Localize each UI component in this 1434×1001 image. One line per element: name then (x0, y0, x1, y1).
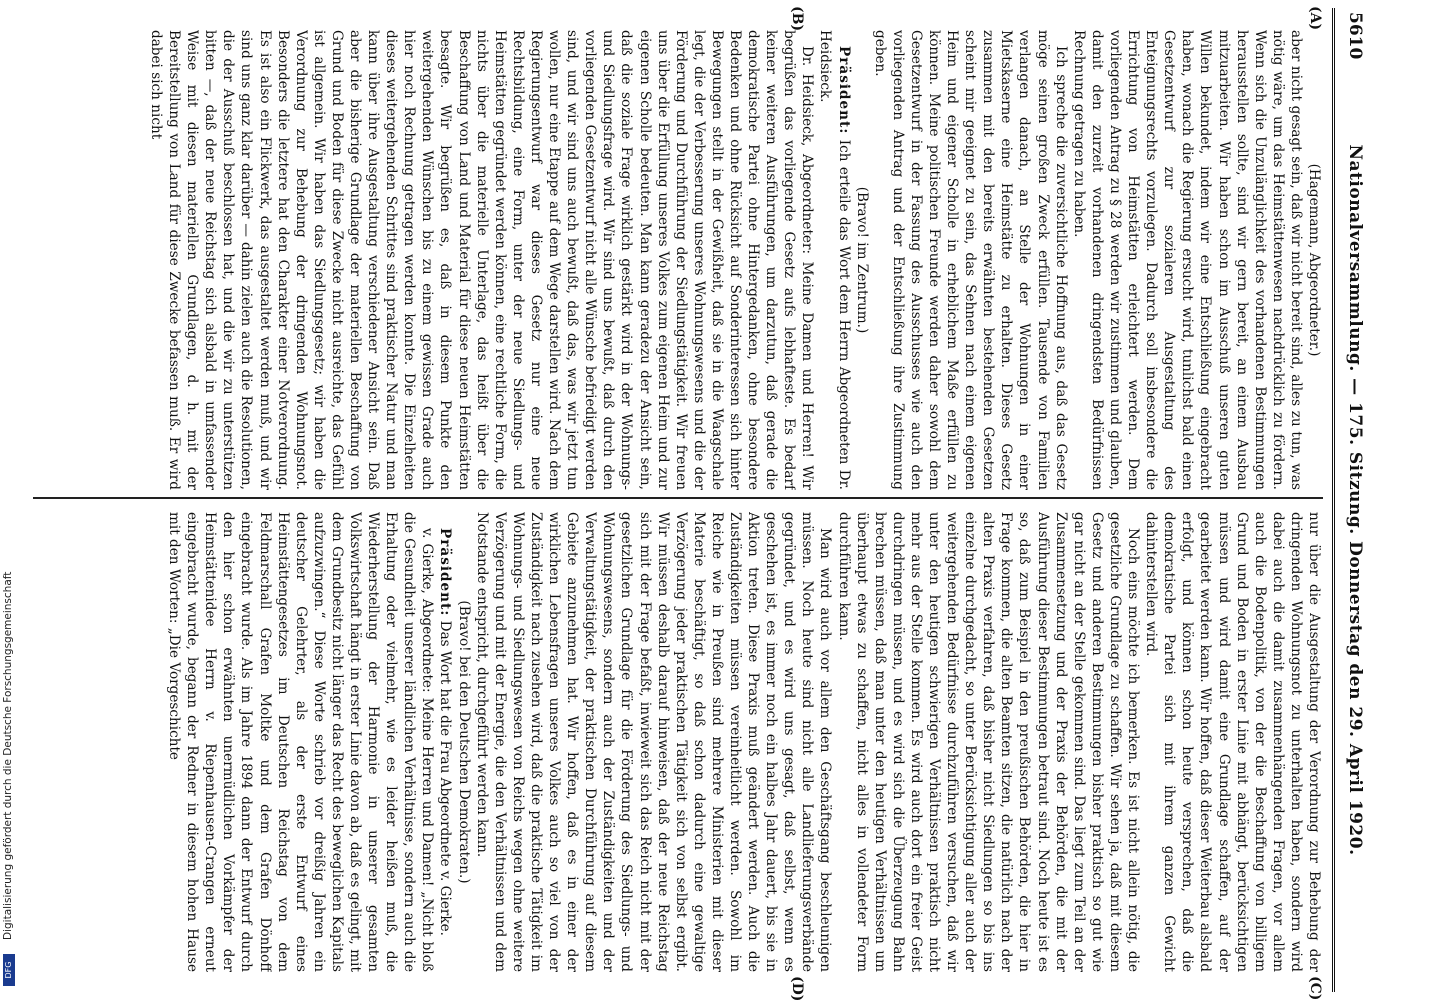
left-column (33, 30, 1323, 490)
paragraph: v. Gierke, Abgeordnete: Meine Herren und Damen! „Nicht bloß die Gesundheit unserer ländlichen Verhältnisse, sondern auch die Erhaltung oder vielmehr, wie es leider heißen muß, die Wiederherstellung der Harmonie in unserer gesamten Volkswirtschaft hängt in erster Linie davon ab, daß es gelingt, mit dem Grundbesitz nicht länger das Recht des beweglichen Kapitals aufzuzwingen.“ Diese Worte schrieb vor dreißig Jahren ein deutscher Gelehrter, als der erste Entwurf eines Heimstättengesetzes im Deutschen Reichstag von dem Feldmarschall Grafen Moltke und dem Grafen Dönhoff eingebracht wurde. Als im Jahre 1894 dann der Entwurf durch den hier schon erwähnten unermüdlichen Vorkämpfer der Heimstättenidee Herrn v. Riepenhausen-Crangen erneut eingebracht wurde, begann der Redner in diesem hohen Hause mit den Worten: „Die Vorgeschichte (166, 512, 436, 972)
speaker-label: Präsident: (437, 528, 454, 617)
column-divider (33, 497, 1323, 499)
right-column (33, 512, 1323, 972)
paragraph: Man wird auch vor allem den Geschäftsgang beschleunigen müssen. Noch heute sind nicht alle Landlieferungsverbände gegründet, und es wird uns gesagt, daß selbst, wenn es geschehen ist, es immer noch ein halbes Jahr dauert, bis sie in Aktion treten. Diese Praxis muß geändert werden. Auch die Zuständigkeiten müssen vereinheitlicht werden. Sowohl im Reiche wie in Preußen sind mehrere Ministerien mit dieser Materie beschäftigt, so daß schon dadurch eine gewaltige Verzögerung jeder praktischen Tätigkeit sich von selbst ergibt. Wir müssen deshalb darauf hinweisen, daß der neue Reichstag sich mit der Frage befaßt, inwieweit sich das Reich nicht mit der gesetzlichen Grundlage für die Förderung des Siedlungs- und Wohnungswesens, sondern auch der Zuständigkeiten und der Verwaltungstätigkeit, der praktischen Durchführung auf diesem Gebiete anzunehmen hat. Wir hoffen, daß es in einer der wirklichen Lebensfragen unseres Volkes auch so viel von der Zuständigkeit nach zusehen wird, daß die praktische Tätigkeit im Wohnungs- und Siedlungswesen von Reichs wegen ohne weitere Verzögerung und mit der Energie, die den Verhältnissen und dem Notstande entspricht, durchgeführt werden kann. (473, 512, 834, 972)
margin-mark-d: (D) (789, 976, 805, 1001)
dfg-logo-icon: DFG (3, 954, 15, 986)
paragraph: Dr. Heidsieck, Abgeordneter: Meine Damen und Herren! Wir begrüßen das vorliegende Gesetz aufs lebhafteste. Es bedarf keiner weiteren Ausführungen, um darzutun, daß gerade die demokratische Partei ohne Hintergedanken, ohne besondere Bedenken und ohne Rücksicht auf Sonderinteressen sich hinter Bewegungen stellt in der Gewißheit, daß sie in die Waagschale legt, die der Verbesserung unseres Wohnungswesens und die der Förderung und Durchführung der Siedlungstätigkeit. Wir freuen uns über die Erfüllung unseres Volkes zum eigenen Heim und zur eigenen Scholle bedeuten. Man kann geradezu der Ansicht sein, daß die soziale Frage wirklich gestärkt wird in der Wohnungs- und Siedlungsfrage wird. Wir sind uns bewußt, daß durch den vorliegenden Gesetzentwurf nicht alle Wünsche befriedigt werden sind, und wir sind uns auch bewußt, daß das, was wir jetzt tun wollen, nur eine Etappe auf dem Wege darstellen wird. Nach dem Regierungsentwurf war dieses Gesetz nur eine neue Rechtsbildung, eine Form, unter der neue Siedlungs- und Heimstätten gegründet werden können, eine rechtliche Form, die nichts über die materielle Unterlage, das heißt über die Beschaffung von Land und Material für diese neuen Heimstätten besagte. Wir begrüßen es, daß in diesem Punkte den weitergehenden Wünschen bis zu einem gewissen Grade auch hier noch Rechnung getragen werden konnte. Die Einzelheiten dieses weitergehenden Schrittes sind praktischer Natur und man kann über ihre Ausgestaltung verschiedener Ansicht sein. Daß aber die bisherige Grundlage der materiellen Beschaffung von Grund und Boden für diese Zwecke nicht ausreichte, das Gefühl ist allgemein. Wir haben das Siedlungsgesetz; wir haben die Verordnung zur Behebung der dringenden Wohnungsnot. Besonders die letztere hat den Charakter einer Notverordnung. Es ist also ein Flickwerk, das ausgestaltet werden muß, und wir sind uns ganz klar darüber — dahin zielen auch die Resolutionen, die der Ausschuß beschlossen hat, und die wir zu unterstützen bitten —, daß der neue Reichstag sich alsbald in umfassender Weise mit diesen materiellen Grundlagen, d. h. mit der Bereitstellung von Land für diese Zwecke befassen muß. Er wird dabei sich nicht (148, 30, 816, 490)
margin-mark-c: (C) (1307, 976, 1323, 1001)
page-header (1332, 8, 1369, 992)
margin-mark-b: (B) (789, 6, 805, 32)
paragraph: Noch eins möchte ich bemerken. Es ist nicht allein nötig, die gesetzliche Grundlage zu schaffen. Wir sehen ja, daß mit diesem Gesetz und anderen Bestimmungen bisher praktisch so gut wie gar nicht an der Stelle gekommen sind. Das liegt zum Teil an der Zusammensetzung und der Praxis der Behörden, die mit der Ausführung dieser Bestimmungen betraut sind. Noch heute ist es so, daß zum Beispiel in den preußischen Behörden, die hier in Frage kommen, die alten Beamten sitzen, die natürlich nach der alten Praxis verfahren, daß bisher nicht Siedlungen so bis ins einzelne durchgedacht, so unter Berücksichtigung aller auch der weitergehenden Bedürfnisse durchzuführen versuchen, daß wir unter den heutigen schwierigen Verhältnissen praktisch nicht mehr aus der Stelle kommen. Es wird auch dort ein freier Geist durchdringen müssen, und es wird sich die Überzeugung Bahn brechen müssen, daß man unter den heutigen Verhältnissen um überhaupt etwas zu schaffen, nicht alles in vollendeter Form durchführen kann. (835, 512, 1142, 972)
paragraph: Ich spreche die zuversichtliche Hoffnung aus, daß das Gesetz möge seinen großen Zweck erfüllen. Tausende von Familien verlangen danach, an Stelle der Wohnungen in einer Mietskaserne eine Heimstätte zu erhalten. Dieses Gesetz zusammen mit den bereits erwähnten bestehenden Gesetzen scheint mir geeignet zu sein, das Sehnen nach einem eigenen Heim und eigener Scholle in erheblichem Maße erfüllen zu können. Meine politischen Freunde werden daher sowohl dem Gesetzentwurf in der Fassung des Ausschusses wie auch den vorliegenden Antrag und der Entschließung ihre Zustimmung geben. (871, 30, 1069, 490)
applause-note: (Bravo! bei den Deutschen Demokraten.) (455, 600, 472, 884)
speaker-label: Präsident: (835, 46, 852, 135)
document-page (5, 0, 1375, 1000)
paragraph: Das Wort hat die Frau Abgeordnete v. Gierke. (437, 620, 454, 936)
speaker-attribution: (Hagemann, Abgeordneter.) (1306, 163, 1322, 357)
paragraph: Ich erteile das Wort dem Herrn Abgeordneten Dr. Heidsieck. (817, 30, 852, 490)
credit-text: Digitalisierung gefördert durch die Deutsche Forschungsgemeinschaft (2, 571, 14, 940)
paragraph: nur über die Ausgestaltung der Verordnung zur Behebung der dringenden Wohnungsnot zu unterhalten haben, sondern wird dabei auch die damit zusammenhängenden Fragen, vor allem auch die Bodenpolitik, von der die Beschaffung von billigem Grund und Boden in erster Linie mit abhängt, berücksichtigen müssen und wird damit eine Grundlage schaffen, auf der gearbeitet werden kann. Wir hoffen, daß dieser Weiterbau alsbald erfolgt, und können schon heute versprechen, daß die demokratische Partei sich mit ihrem ganzen Gewicht dahinterstellen wird. (1143, 512, 1322, 972)
digitization-credit (0, 0, 20, 1000)
paragraph: aber nicht gesagt sein, daß wir nicht bereit sind, alles zu tun, was nötig wäre, um das Heimstättenwesen nachdrücklich zu fördern. Wenn sich die Unzulänglichkeit des vorhandenen Bestimmungen herausstellen sollte, sind wir gern bereit, an einem Ausbau mitzuarbeiten. Wir haben schon im Ausschuß unseren guten Willen bekundet, indem wir eine Entschließung eingebracht haben, wonach die Regierung ersucht wird, tunlichst bald einen Gesetzentwurf zur sozialeren Ausgestaltung des Enteignungsrechts vorzulegen. Dadurch soll insbesondere die Errichtung von Heimstätten erleichtert werden. Dem vorliegenden Antrag zu § 28 werden wir zustimmen und glauben, damit den zurzeit vorhandenen dringendsten Bedürfnissen Rechnung getragen zu haben. (1070, 30, 1304, 490)
applause-note: (Bravo! im Zentrum.) (853, 186, 870, 334)
page-title: Nationalversammlung. — 175. Sitzung. Donnerstag den 29. April 1920. (1345, 144, 1365, 856)
margin-mark-a: (A) (1307, 6, 1323, 31)
page-number: 5610 (1345, 12, 1365, 60)
